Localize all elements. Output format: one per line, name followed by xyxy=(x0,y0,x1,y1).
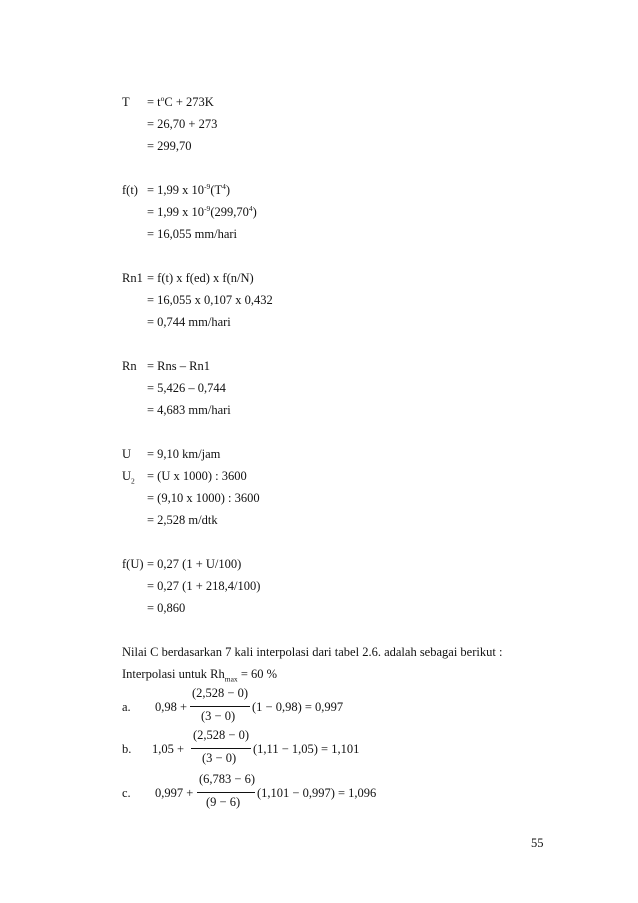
rn-equation-2: = 5,426 – 0,744 xyxy=(147,381,226,395)
t-eq1-sup: o xyxy=(160,93,165,103)
ft-eq2-a: = 1,99 x 10 xyxy=(147,205,205,219)
rn-equation-1: = Rns – Rn1 xyxy=(147,359,210,373)
u2-label-main: U xyxy=(122,469,132,483)
ft-equation-3: = 16,055 mm/hari xyxy=(147,227,238,241)
fu-label: f(U) xyxy=(122,557,144,571)
page-number: 55 xyxy=(531,836,544,850)
t-equation-2: = 26,70 + 273 xyxy=(147,117,218,131)
ft-eq1-sup1: -9 xyxy=(204,181,211,191)
interp-c-fraction-bar xyxy=(197,792,255,793)
interp-c-denominator: (9 − 6) xyxy=(206,795,241,809)
interp-b-lead: 1,05 + xyxy=(152,742,185,756)
t-eq1-post: C + 273K xyxy=(164,95,214,109)
interp-b-marker: b. xyxy=(122,742,132,756)
interp-a-marker: a. xyxy=(122,700,131,714)
ft-equation-2 xyxy=(147,205,257,219)
t-equation-1 xyxy=(147,95,214,109)
ft-eq2-sup1: -9 xyxy=(204,203,211,213)
u2-equation-3: = 2,528 m/dtk xyxy=(147,513,218,527)
interp-b-fraction-bar xyxy=(191,748,251,749)
rn1-label: Rn1 xyxy=(122,271,143,285)
u2-equation-1: = (U x 1000) : 3600 xyxy=(147,469,247,483)
interp-c-tail: (1,101 − 0,997) = 1,096 xyxy=(257,786,377,800)
interp-b-tail: (1,11 − 1,05) = 1,101 xyxy=(253,742,360,756)
ft-eq2-c: ) xyxy=(252,205,257,219)
u-equation: = 9,10 km/jam xyxy=(147,447,221,461)
interp-b-numerator: (2,528 − 0) xyxy=(193,728,249,742)
ft-eq1-sup2: 4 xyxy=(222,181,226,191)
rn1-equation-1: = f(t) x f(ed) x f(n/N) xyxy=(147,271,254,285)
interp-a-fraction-bar xyxy=(190,706,250,707)
rn-label: Rn xyxy=(122,359,137,373)
fu-equation-1: = 0,27 (1 + U/100) xyxy=(147,557,242,571)
ft-eq1-c: ) xyxy=(225,183,231,197)
fu-equation-2: = 0,27 (1 + 218,4/100) xyxy=(147,579,261,593)
ft-eq1-a: = 1,99 x 10 xyxy=(147,183,205,197)
t-label: T xyxy=(122,95,130,109)
u2-equation-2: = (9,10 x 1000) : 3600 xyxy=(147,491,260,505)
interpolation-heading xyxy=(122,667,278,684)
u2-label xyxy=(122,469,135,486)
t-equation-3: = 299,70 xyxy=(147,139,192,153)
ft-equation-1 xyxy=(147,183,230,197)
intro-sentence: Nilai C berdasarkan 7 kali interpolasi dari tabel 2.6. adalah sebagai berikut : xyxy=(122,645,503,659)
interp-c-numerator: (6,783 − 6) xyxy=(199,772,255,786)
ft-eq1-b: (T xyxy=(210,183,223,197)
interp-a-tail: (1 − 0,98) = 0,997 xyxy=(252,700,344,714)
interp-a-denominator: (3 − 0) xyxy=(201,709,236,723)
interp-a-numerator: (2,528 − 0) xyxy=(192,686,248,700)
interp-a-lead: 0,98 + xyxy=(155,700,188,714)
interp-c-lead: 0,997 + xyxy=(155,786,194,800)
fu-equation-3: = 0,860 xyxy=(147,601,186,615)
interp-b-denominator: (3 − 0) xyxy=(202,751,237,765)
interp-heading-post: = 60 % xyxy=(237,667,278,681)
rn1-equation-3: = 0,744 mm/hari xyxy=(147,315,231,329)
t-eq1-pre: = t xyxy=(147,95,161,109)
ft-eq2-sup2: 4 xyxy=(248,203,253,213)
interp-c-marker: c. xyxy=(122,786,131,800)
rn-equation-3: = 4,683 mm/hari xyxy=(147,403,231,417)
u2-label-sub: 2 xyxy=(131,476,135,486)
interp-heading-pre: Interpolasi untuk Rh xyxy=(122,667,225,681)
ft-eq2-b: (299,70 xyxy=(210,205,249,219)
interp-heading-sub: max xyxy=(224,674,238,684)
rn1-equation-2: = 16,055 x 0,107 x 0,432 xyxy=(147,293,273,307)
ft-label: f(t) xyxy=(122,183,138,197)
u-label: U xyxy=(122,447,132,461)
